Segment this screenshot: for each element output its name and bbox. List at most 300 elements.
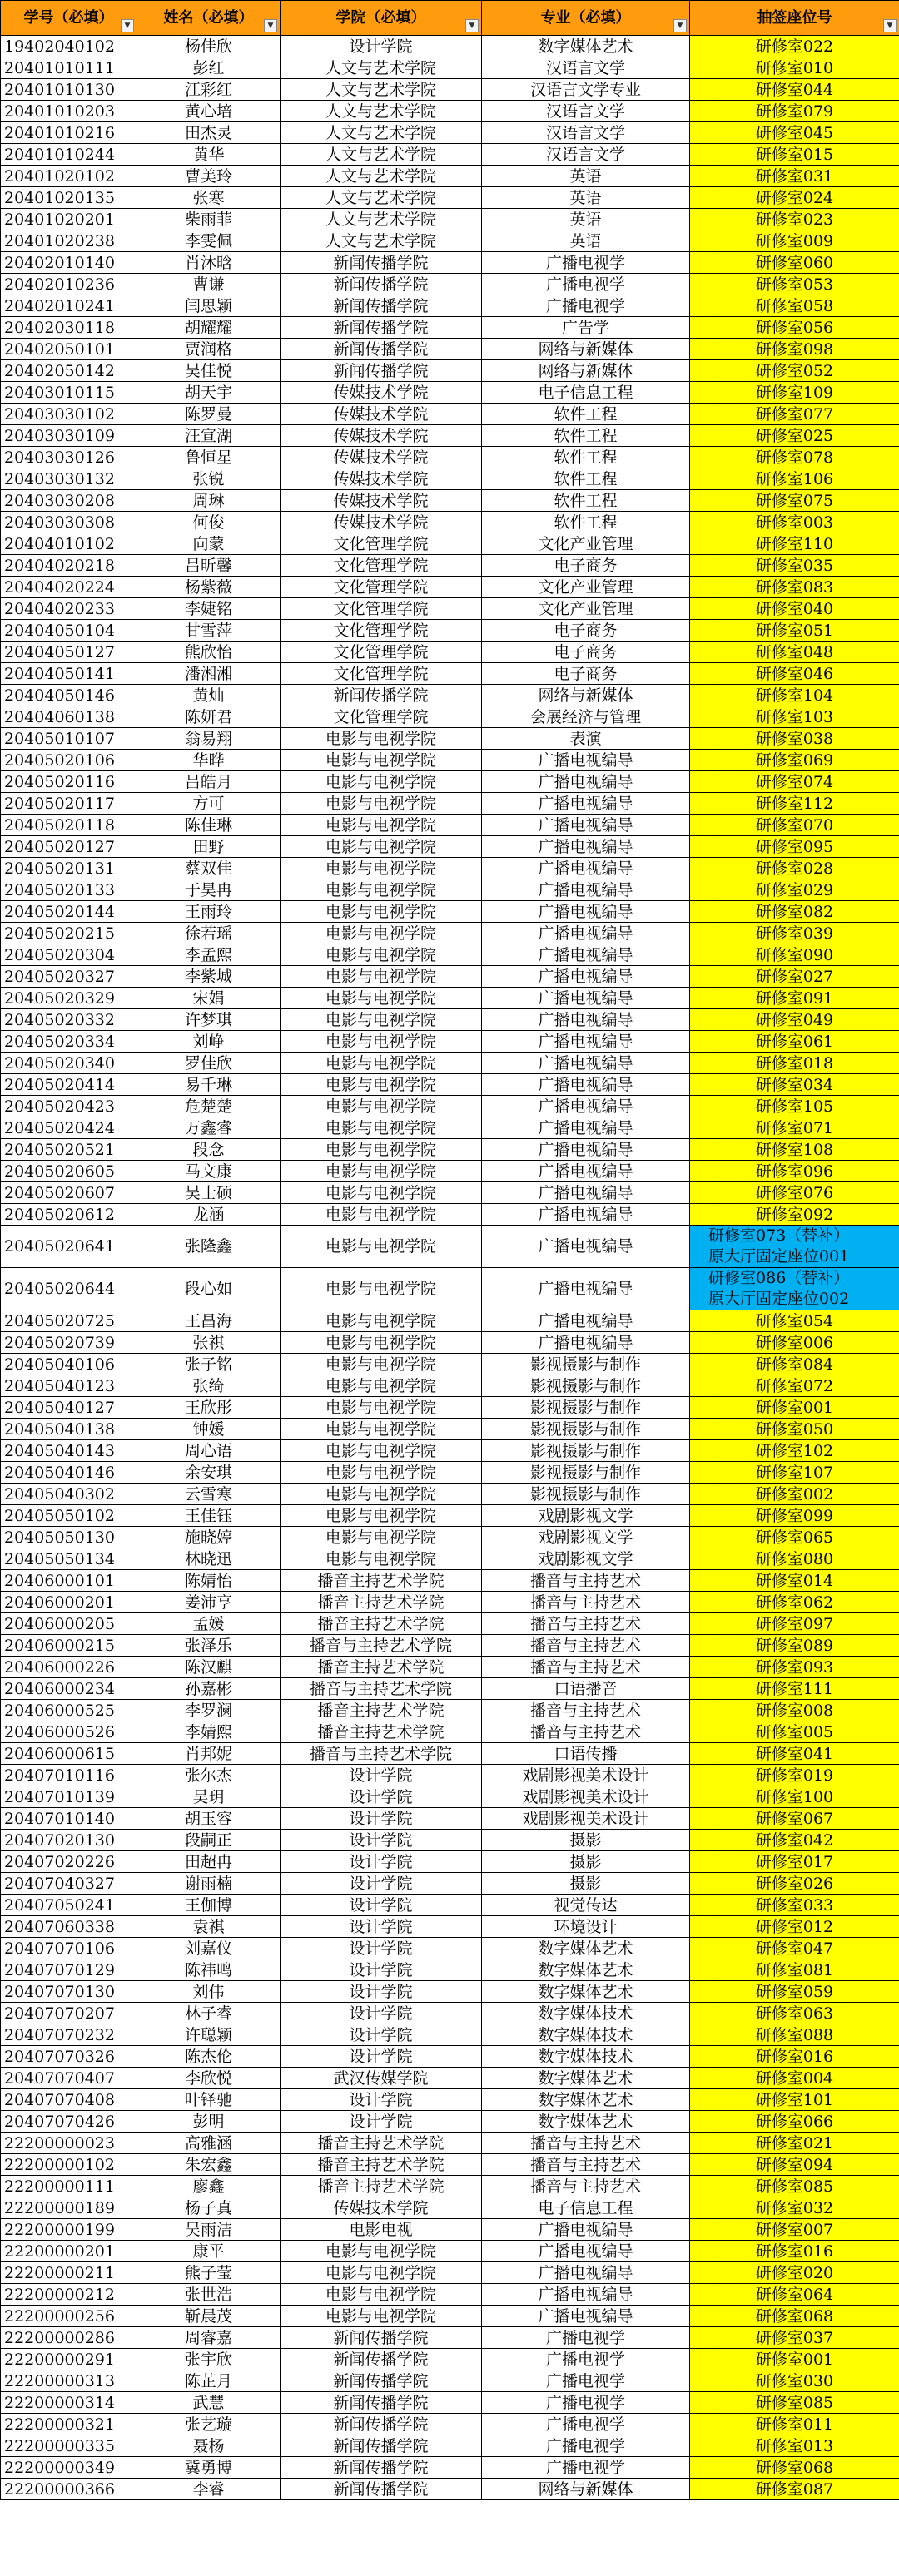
cell-seat-number[interactable]: 研修室093 xyxy=(690,1657,899,1678)
cell-name[interactable]: 肖沐晗 xyxy=(137,252,281,274)
cell-student-id[interactable]: 22200000335 xyxy=(1,2435,137,2457)
filter-dropdown-icon[interactable]: ▼ xyxy=(264,19,277,32)
cell-name[interactable]: 张锐 xyxy=(137,468,281,490)
cell-college[interactable]: 设计学院 xyxy=(281,1959,482,1981)
cell-college[interactable]: 播音主持艺术学院 xyxy=(281,1721,482,1743)
cell-college[interactable]: 电影与电视学院 xyxy=(281,1332,482,1354)
cell-college[interactable]: 电影与电视学院 xyxy=(281,1462,482,1484)
cell-major[interactable]: 广播电视编导 xyxy=(482,1332,690,1354)
cell-student-id[interactable]: 20404050141 xyxy=(1,663,137,685)
cell-name[interactable]: 甘雪萍 xyxy=(137,620,281,642)
cell-student-id[interactable]: 20402010140 xyxy=(1,252,137,274)
cell-name[interactable]: 黄华 xyxy=(137,144,281,166)
cell-student-id[interactable]: 20405020641 xyxy=(1,1226,137,1268)
cell-seat-number[interactable]: 研修室001 xyxy=(690,2349,899,2370)
cell-seat-number[interactable]: 研修室112 xyxy=(690,793,899,815)
cell-major[interactable]: 汉语言文学 xyxy=(482,144,690,166)
cell-major[interactable]: 广播电视编导 xyxy=(482,2306,690,2327)
cell-seat-number[interactable]: 研修室107 xyxy=(690,1462,899,1484)
cell-college[interactable]: 电影与电视学院 xyxy=(281,1419,482,1440)
cell-seat-number[interactable]: 研修室085 xyxy=(690,2392,899,2414)
cell-major[interactable]: 广播电视编导 xyxy=(482,1204,690,1226)
cell-major[interactable]: 影视摄影与制作 xyxy=(482,1397,690,1419)
cell-major[interactable]: 播音与主持艺术 xyxy=(482,1657,690,1678)
cell-seat-number[interactable]: 研修室081 xyxy=(690,1959,899,1981)
cell-student-id[interactable]: 20405020725 xyxy=(1,1310,137,1332)
cell-student-id[interactable]: 20407010140 xyxy=(1,1808,137,1830)
cell-major[interactable]: 戏剧影视文学 xyxy=(482,1505,690,1527)
cell-college[interactable]: 电影与电视学院 xyxy=(281,1053,482,1074)
cell-student-id[interactable]: 20405050130 xyxy=(1,1527,137,1548)
cell-college[interactable]: 人文与艺术学院 xyxy=(281,209,482,230)
cell-college[interactable]: 传媒技术学院 xyxy=(281,468,482,490)
cell-student-id[interactable]: 20406000205 xyxy=(1,1613,137,1635)
cell-student-id[interactable]: 20407070106 xyxy=(1,1938,137,1959)
cell-seat-number[interactable]: 研修室092 xyxy=(690,1204,899,1226)
cell-name[interactable]: 张绮 xyxy=(137,1375,281,1397)
cell-major[interactable]: 会展经济与管理 xyxy=(482,706,690,728)
cell-college[interactable]: 播音主持艺术学院 xyxy=(281,1613,482,1635)
cell-name[interactable]: 张尔杰 xyxy=(137,1765,281,1786)
cell-name[interactable]: 靳晨茂 xyxy=(137,2306,281,2327)
cell-college[interactable]: 电影与电视学院 xyxy=(281,836,482,858)
cell-major[interactable]: 广告学 xyxy=(482,317,690,339)
cell-seat-number[interactable]: 研修室037 xyxy=(690,2327,899,2349)
cell-college[interactable]: 新闻传播学院 xyxy=(281,274,482,295)
cell-name[interactable]: 胡玉容 xyxy=(137,1808,281,1830)
cell-student-id[interactable]: 20403030109 xyxy=(1,425,137,447)
cell-name[interactable]: 张泽乐 xyxy=(137,1635,281,1657)
cell-name[interactable]: 张宇欣 xyxy=(137,2349,281,2370)
cell-major[interactable]: 电子信息工程 xyxy=(482,382,690,404)
cell-student-id[interactable]: 20405050134 xyxy=(1,1548,137,1570)
cell-name[interactable]: 李孟熙 xyxy=(137,944,281,966)
cell-seat-number[interactable]: 研修室042 xyxy=(690,1830,899,1851)
cell-college[interactable]: 人文与艺术学院 xyxy=(281,166,482,187)
cell-college[interactable]: 电影与电视学院 xyxy=(281,1505,482,1527)
cell-college[interactable]: 播音与主持艺术学院 xyxy=(281,1678,482,1700)
cell-seat-number[interactable]: 研修室082 xyxy=(690,901,899,923)
cell-name[interactable]: 谢雨楠 xyxy=(137,1873,281,1895)
cell-seat-number[interactable]: 研修室019 xyxy=(690,1765,899,1786)
cell-major[interactable]: 电子商务 xyxy=(482,620,690,642)
header-major[interactable]: 专业（必填） ▼ xyxy=(482,1,690,36)
cell-seat-number[interactable]: 研修室086（替补） 原大厅固定座位002 xyxy=(690,1268,899,1310)
cell-college[interactable]: 传媒技术学院 xyxy=(281,512,482,533)
cell-student-id[interactable]: 19402040102 xyxy=(1,36,137,57)
cell-name[interactable]: 闫思颖 xyxy=(137,295,281,317)
cell-seat-number[interactable]: 研修室014 xyxy=(690,1570,899,1592)
cell-name[interactable]: 李罗澜 xyxy=(137,1700,281,1721)
cell-name[interactable]: 林晓迅 xyxy=(137,1548,281,1570)
header-student-id[interactable]: 学号（必填） ▼ xyxy=(1,1,137,36)
cell-seat-number[interactable]: 研修室029 xyxy=(690,879,899,901)
cell-major[interactable]: 口语播音 xyxy=(482,1678,690,1700)
cell-student-id[interactable]: 20405040302 xyxy=(1,1484,137,1505)
cell-name[interactable]: 杨佳欣 xyxy=(137,36,281,57)
cell-college[interactable]: 新闻传播学院 xyxy=(281,2370,482,2392)
cell-major[interactable]: 数字媒体艺术 xyxy=(482,2111,690,2133)
cell-student-id[interactable]: 20407070129 xyxy=(1,1959,137,1981)
cell-seat-number[interactable]: 研修室087 xyxy=(690,2479,899,2500)
cell-name[interactable]: 王欣彤 xyxy=(137,1397,281,1419)
cell-name[interactable]: 杨子真 xyxy=(137,2197,281,2219)
cell-student-id[interactable]: 20405040138 xyxy=(1,1419,137,1440)
cell-major[interactable]: 播音与主持艺术 xyxy=(482,1570,690,1592)
cell-student-id[interactable]: 20407040327 xyxy=(1,1873,137,1895)
cell-college[interactable]: 播音主持艺术学院 xyxy=(281,1592,482,1613)
cell-seat-number[interactable]: 研修室089 xyxy=(690,1635,899,1657)
cell-college[interactable]: 文化管理学院 xyxy=(281,598,482,620)
cell-major[interactable]: 播音与主持艺术 xyxy=(482,1613,690,1635)
cell-name[interactable]: 朱宏鑫 xyxy=(137,2154,281,2176)
cell-college[interactable]: 播音与主持艺术学院 xyxy=(281,1635,482,1657)
cell-name[interactable]: 李婕铭 xyxy=(137,598,281,620)
cell-major[interactable]: 广播电视编导 xyxy=(482,1096,690,1117)
cell-student-id[interactable]: 20405010107 xyxy=(1,728,137,750)
cell-college[interactable]: 设计学院 xyxy=(281,1830,482,1851)
cell-seat-number[interactable]: 研修室023 xyxy=(690,209,899,230)
cell-name[interactable]: 吕昕馨 xyxy=(137,555,281,577)
cell-college[interactable]: 人文与艺术学院 xyxy=(281,57,482,79)
cell-major[interactable]: 软件工程 xyxy=(482,404,690,425)
cell-student-id[interactable]: 20405020133 xyxy=(1,879,137,901)
cell-major[interactable]: 汉语言文学专业 xyxy=(482,79,690,101)
cell-major[interactable]: 软件工程 xyxy=(482,512,690,533)
cell-name[interactable]: 马文康 xyxy=(137,1161,281,1182)
cell-major[interactable]: 数字媒体艺术 xyxy=(482,2089,690,2111)
cell-student-id[interactable]: 20407010139 xyxy=(1,1786,137,1808)
cell-major[interactable]: 戏剧影视文学 xyxy=(482,1527,690,1548)
cell-seat-number[interactable]: 研修室099 xyxy=(690,1505,899,1527)
cell-student-id[interactable]: 20407070130 xyxy=(1,1981,137,2003)
cell-student-id[interactable]: 20406000526 xyxy=(1,1721,137,1743)
cell-seat-number[interactable]: 研修室009 xyxy=(690,230,899,252)
cell-major[interactable]: 英语 xyxy=(482,209,690,230)
cell-name[interactable]: 王伽博 xyxy=(137,1895,281,1916)
cell-college[interactable]: 新闻传播学院 xyxy=(281,685,482,706)
cell-major[interactable]: 广播电视学 xyxy=(482,2349,690,2370)
cell-seat-number[interactable]: 研修室095 xyxy=(690,836,899,858)
cell-name[interactable]: 武慧 xyxy=(137,2392,281,2414)
cell-seat-number[interactable]: 研修室108 xyxy=(690,1139,899,1161)
cell-student-id[interactable]: 20405020423 xyxy=(1,1096,137,1117)
cell-seat-number[interactable]: 研修室013 xyxy=(690,2435,899,2457)
cell-seat-number[interactable]: 研修室064 xyxy=(690,2284,899,2306)
cell-name[interactable]: 张子铭 xyxy=(137,1354,281,1375)
cell-seat-number[interactable]: 研修室030 xyxy=(690,2370,899,2392)
cell-student-id[interactable]: 20404050146 xyxy=(1,685,137,706)
cell-major[interactable]: 影视摄影与制作 xyxy=(482,1354,690,1375)
cell-college[interactable]: 播音主持艺术学院 xyxy=(281,1700,482,1721)
cell-name[interactable]: 向蒙 xyxy=(137,533,281,555)
cell-major[interactable]: 文化产业管理 xyxy=(482,533,690,555)
cell-student-id[interactable]: 20403010115 xyxy=(1,382,137,404)
cell-major[interactable]: 数字媒体技术 xyxy=(482,2046,690,2068)
cell-name[interactable]: 熊欣怡 xyxy=(137,642,281,663)
cell-name[interactable]: 吴佳悦 xyxy=(137,360,281,382)
cell-seat-number[interactable]: 研修室006 xyxy=(690,1332,899,1354)
cell-major[interactable]: 戏剧影视美术设计 xyxy=(482,1808,690,1830)
cell-major[interactable]: 广播电视编导 xyxy=(482,815,690,836)
cell-major[interactable]: 广播电视学 xyxy=(482,252,690,274)
cell-major[interactable]: 视觉传达 xyxy=(482,1895,690,1916)
cell-major[interactable]: 广播电视学 xyxy=(482,295,690,317)
cell-seat-number[interactable]: 研修室109 xyxy=(690,382,899,404)
cell-major[interactable]: 摄影 xyxy=(482,1873,690,1895)
cell-name[interactable]: 危楚楚 xyxy=(137,1096,281,1117)
cell-student-id[interactable]: 20403030102 xyxy=(1,404,137,425)
cell-college[interactable]: 电影与电视学院 xyxy=(281,1226,482,1268)
cell-college[interactable]: 新闻传播学院 xyxy=(281,2392,482,2414)
cell-college[interactable]: 电影与电视学院 xyxy=(281,1031,482,1053)
cell-name[interactable]: 方可 xyxy=(137,793,281,815)
cell-student-id[interactable]: 20403030208 xyxy=(1,490,137,512)
cell-name[interactable]: 王雨玲 xyxy=(137,901,281,923)
cell-major[interactable]: 汉语言文学 xyxy=(482,57,690,79)
cell-major[interactable]: 广播电视编导 xyxy=(482,1310,690,1332)
cell-student-id[interactable]: 20404060138 xyxy=(1,706,137,728)
cell-college[interactable]: 新闻传播学院 xyxy=(281,2349,482,2370)
cell-name[interactable]: 黄心培 xyxy=(137,101,281,122)
cell-seat-number[interactable]: 研修室106 xyxy=(690,468,899,490)
cell-seat-number[interactable]: 研修室056 xyxy=(690,317,899,339)
cell-seat-number[interactable]: 研修室007 xyxy=(690,2219,899,2241)
cell-major[interactable]: 电子商务 xyxy=(482,555,690,577)
cell-seat-number[interactable]: 研修室085 xyxy=(690,2176,899,2197)
cell-name[interactable]: 潘湘湘 xyxy=(137,663,281,685)
cell-major[interactable]: 广播电视学 xyxy=(482,274,690,295)
cell-college[interactable]: 新闻传播学院 xyxy=(281,2457,482,2479)
cell-seat-number[interactable]: 研修室096 xyxy=(690,1161,899,1182)
cell-college[interactable]: 文化管理学院 xyxy=(281,663,482,685)
cell-college[interactable]: 新闻传播学院 xyxy=(281,339,482,360)
cell-seat-number[interactable]: 研修室040 xyxy=(690,598,899,620)
cell-college[interactable]: 电影与电视学院 xyxy=(281,944,482,966)
cell-major[interactable]: 影视摄影与制作 xyxy=(482,1484,690,1505)
cell-seat-number[interactable]: 研修室041 xyxy=(690,1743,899,1765)
cell-name[interactable]: 彭明 xyxy=(137,2111,281,2133)
cell-name[interactable]: 华晔 xyxy=(137,750,281,771)
cell-name[interactable]: 曹美玲 xyxy=(137,166,281,187)
cell-name[interactable]: 陈汉麒 xyxy=(137,1657,281,1678)
cell-major[interactable]: 数字媒体艺术 xyxy=(482,1959,690,1981)
cell-college[interactable]: 播音主持艺术学院 xyxy=(281,1570,482,1592)
cell-college[interactable]: 新闻传播学院 xyxy=(281,317,482,339)
cell-name[interactable]: 李婧熙 xyxy=(137,1721,281,1743)
cell-college[interactable]: 设计学院 xyxy=(281,1851,482,1873)
cell-seat-number[interactable]: 研修室048 xyxy=(690,642,899,663)
cell-college[interactable]: 电影与电视学院 xyxy=(281,2241,482,2262)
cell-seat-number[interactable]: 研修室021 xyxy=(690,2133,899,2154)
cell-college[interactable]: 设计学院 xyxy=(281,1916,482,1938)
cell-college[interactable]: 电影与电视学院 xyxy=(281,750,482,771)
cell-name[interactable]: 陈芷月 xyxy=(137,2370,281,2392)
cell-college[interactable]: 传媒技术学院 xyxy=(281,490,482,512)
cell-seat-number[interactable]: 研修室044 xyxy=(690,79,899,101)
cell-seat-number[interactable]: 研修室079 xyxy=(690,101,899,122)
cell-major[interactable]: 网络与新媒体 xyxy=(482,339,690,360)
cell-seat-number[interactable]: 研修室110 xyxy=(690,533,899,555)
cell-student-id[interactable]: 20405020424 xyxy=(1,1117,137,1139)
cell-name[interactable]: 陈佳琳 xyxy=(137,815,281,836)
cell-name[interactable]: 冀勇博 xyxy=(137,2457,281,2479)
cell-seat-number[interactable]: 研修室038 xyxy=(690,728,899,750)
cell-major[interactable]: 广播电视编导 xyxy=(482,1182,690,1204)
cell-name[interactable]: 林子睿 xyxy=(137,2003,281,2024)
header-college[interactable]: 学院（必填） ▼ xyxy=(281,1,482,36)
cell-student-id[interactable]: 20405040143 xyxy=(1,1440,137,1462)
cell-seat-number[interactable]: 研修室104 xyxy=(690,685,899,706)
cell-college[interactable]: 文化管理学院 xyxy=(281,706,482,728)
cell-student-id[interactable]: 20407070426 xyxy=(1,2111,137,2133)
cell-major[interactable]: 软件工程 xyxy=(482,468,690,490)
cell-name[interactable]: 康平 xyxy=(137,2241,281,2262)
cell-college[interactable]: 新闻传播学院 xyxy=(281,2327,482,2349)
cell-name[interactable]: 姜沛亨 xyxy=(137,1592,281,1613)
cell-major[interactable]: 影视摄影与制作 xyxy=(482,1440,690,1462)
cell-seat-number[interactable]: 研修室102 xyxy=(690,1440,899,1462)
cell-seat-number[interactable]: 研修室078 xyxy=(690,447,899,468)
cell-major[interactable]: 广播电视学 xyxy=(482,2435,690,2457)
cell-seat-number[interactable]: 研修室033 xyxy=(690,1895,899,1916)
cell-student-id[interactable]: 20404050104 xyxy=(1,620,137,642)
cell-seat-number[interactable]: 研修室017 xyxy=(690,1851,899,1873)
cell-name[interactable]: 段念 xyxy=(137,1139,281,1161)
cell-seat-number[interactable]: 研修室075 xyxy=(690,490,899,512)
cell-major[interactable]: 广播电视编导 xyxy=(482,988,690,1009)
cell-major[interactable]: 广播电视编导 xyxy=(482,923,690,944)
cell-college[interactable]: 电影与电视学院 xyxy=(281,728,482,750)
cell-seat-number[interactable]: 研修室071 xyxy=(690,1117,899,1139)
cell-major[interactable]: 汉语言文学 xyxy=(482,122,690,144)
cell-student-id[interactable]: 20405020644 xyxy=(1,1268,137,1310)
cell-name[interactable]: 张艺璇 xyxy=(137,2414,281,2435)
cell-major[interactable]: 广播电视编导 xyxy=(482,944,690,966)
cell-college[interactable]: 人文与艺术学院 xyxy=(281,122,482,144)
cell-major[interactable]: 广播电视学 xyxy=(482,2414,690,2435)
cell-college[interactable]: 播音主持艺术学院 xyxy=(281,1657,482,1678)
cell-major[interactable]: 数字媒体艺术 xyxy=(482,1938,690,1959)
cell-name[interactable]: 何俊 xyxy=(137,512,281,533)
cell-name[interactable]: 吕皓月 xyxy=(137,771,281,793)
cell-student-id[interactable]: 20407020130 xyxy=(1,1830,137,1851)
cell-name[interactable]: 翁易翔 xyxy=(137,728,281,750)
cell-student-id[interactable]: 20405020144 xyxy=(1,901,137,923)
cell-name[interactable]: 陈婧怡 xyxy=(137,1570,281,1592)
cell-seat-number[interactable]: 研修室105 xyxy=(690,1096,899,1117)
cell-major[interactable]: 文化产业管理 xyxy=(482,577,690,598)
cell-major[interactable]: 广播电视编导 xyxy=(482,771,690,793)
cell-seat-number[interactable]: 研修室054 xyxy=(690,1310,899,1332)
cell-name[interactable]: 聂杨 xyxy=(137,2435,281,2457)
cell-name[interactable]: 陈祎鸣 xyxy=(137,1959,281,1981)
cell-student-id[interactable]: 20407020226 xyxy=(1,1851,137,1873)
cell-seat-number[interactable]: 研修室103 xyxy=(690,706,899,728)
cell-name[interactable]: 许聪颖 xyxy=(137,2024,281,2046)
cell-student-id[interactable]: 20405020106 xyxy=(1,750,137,771)
cell-seat-number[interactable]: 研修室068 xyxy=(690,2457,899,2479)
cell-student-id[interactable]: 22200000286 xyxy=(1,2327,137,2349)
cell-major[interactable]: 数字媒体技术 xyxy=(482,2024,690,2046)
filter-dropdown-icon[interactable]: ▼ xyxy=(465,19,479,32)
cell-student-id[interactable]: 20401010244 xyxy=(1,144,137,166)
cell-student-id[interactable]: 20405040146 xyxy=(1,1462,137,1484)
cell-seat-number[interactable]: 研修室065 xyxy=(690,1527,899,1548)
cell-major[interactable]: 广播电视编导 xyxy=(482,2284,690,2306)
cell-seat-number[interactable]: 研修室002 xyxy=(690,1484,899,1505)
cell-name[interactable]: 许梦琪 xyxy=(137,1009,281,1031)
cell-major[interactable]: 电子商务 xyxy=(482,663,690,685)
cell-name[interactable]: 余安琪 xyxy=(137,1462,281,1484)
cell-seat-number[interactable]: 研修室004 xyxy=(690,2068,899,2089)
cell-student-id[interactable]: 20404050127 xyxy=(1,642,137,663)
cell-college[interactable]: 人文与艺术学院 xyxy=(281,230,482,252)
cell-name[interactable]: 刘峥 xyxy=(137,1031,281,1053)
cell-major[interactable]: 数字媒体艺术 xyxy=(482,2068,690,2089)
cell-college[interactable]: 电影与电视学院 xyxy=(281,1527,482,1548)
cell-name[interactable]: 贾润格 xyxy=(137,339,281,360)
filter-dropdown-icon[interactable]: ▼ xyxy=(121,19,134,32)
cell-student-id[interactable]: 20406000234 xyxy=(1,1678,137,1700)
cell-name[interactable]: 袁祺 xyxy=(137,1916,281,1938)
cell-name[interactable]: 张祺 xyxy=(137,1332,281,1354)
cell-major[interactable]: 广播电视学 xyxy=(482,2327,690,2349)
cell-major[interactable]: 广播电视编导 xyxy=(482,2241,690,2262)
cell-major[interactable]: 数字媒体艺术 xyxy=(482,1981,690,2003)
cell-student-id[interactable]: 20405020340 xyxy=(1,1053,137,1074)
cell-major[interactable]: 广播电视编导 xyxy=(482,1031,690,1053)
cell-college[interactable]: 电影与电视学院 xyxy=(281,771,482,793)
cell-college[interactable]: 设计学院 xyxy=(281,2003,482,2024)
cell-college[interactable]: 电影与电视学院 xyxy=(281,1139,482,1161)
cell-seat-number[interactable]: 研修室046 xyxy=(690,663,899,685)
cell-major[interactable]: 文化产业管理 xyxy=(482,598,690,620)
cell-student-id[interactable]: 20405020127 xyxy=(1,836,137,858)
cell-major[interactable]: 戏剧影视美术设计 xyxy=(482,1765,690,1786)
cell-seat-number[interactable]: 研修室010 xyxy=(690,57,899,79)
cell-student-id[interactable]: 22200000366 xyxy=(1,2479,137,2500)
cell-name[interactable]: 柴雨菲 xyxy=(137,209,281,230)
cell-major[interactable]: 播音与主持艺术 xyxy=(482,1592,690,1613)
cell-major[interactable]: 戏剧影视文学 xyxy=(482,1548,690,1570)
cell-college[interactable]: 设计学院 xyxy=(281,2089,482,2111)
cell-major[interactable]: 广播电视编导 xyxy=(482,1117,690,1139)
cell-name[interactable]: 张世浩 xyxy=(137,2284,281,2306)
cell-major[interactable]: 环境设计 xyxy=(482,1916,690,1938)
cell-name[interactable]: 陈杰伦 xyxy=(137,2046,281,2068)
cell-seat-number[interactable]: 研修室059 xyxy=(690,1981,899,2003)
cell-seat-number[interactable]: 研修室022 xyxy=(690,36,899,57)
cell-student-id[interactable]: 20403030132 xyxy=(1,468,137,490)
cell-college[interactable]: 传媒技术学院 xyxy=(281,447,482,468)
cell-major[interactable]: 广播电视学 xyxy=(482,2457,690,2479)
cell-college[interactable]: 电影与电视学院 xyxy=(281,2284,482,2306)
cell-seat-number[interactable]: 研修室068 xyxy=(690,2306,899,2327)
cell-major[interactable]: 广播电视编导 xyxy=(482,1139,690,1161)
cell-name[interactable]: 李欣悦 xyxy=(137,2068,281,2089)
cell-college[interactable]: 设计学院 xyxy=(281,1786,482,1808)
cell-seat-number[interactable]: 研修室080 xyxy=(690,1548,899,1570)
cell-name[interactable]: 李睿 xyxy=(137,2479,281,2500)
cell-name[interactable]: 王佳钰 xyxy=(137,1505,281,1527)
cell-major[interactable]: 广播电视学 xyxy=(482,2392,690,2414)
cell-seat-number[interactable]: 研修室063 xyxy=(690,2003,899,2024)
cell-college[interactable]: 电影与电视学院 xyxy=(281,1548,482,1570)
cell-name[interactable]: 汪宣湖 xyxy=(137,425,281,447)
cell-name[interactable]: 吴士硕 xyxy=(137,1182,281,1204)
cell-major[interactable]: 影视摄影与制作 xyxy=(482,1375,690,1397)
